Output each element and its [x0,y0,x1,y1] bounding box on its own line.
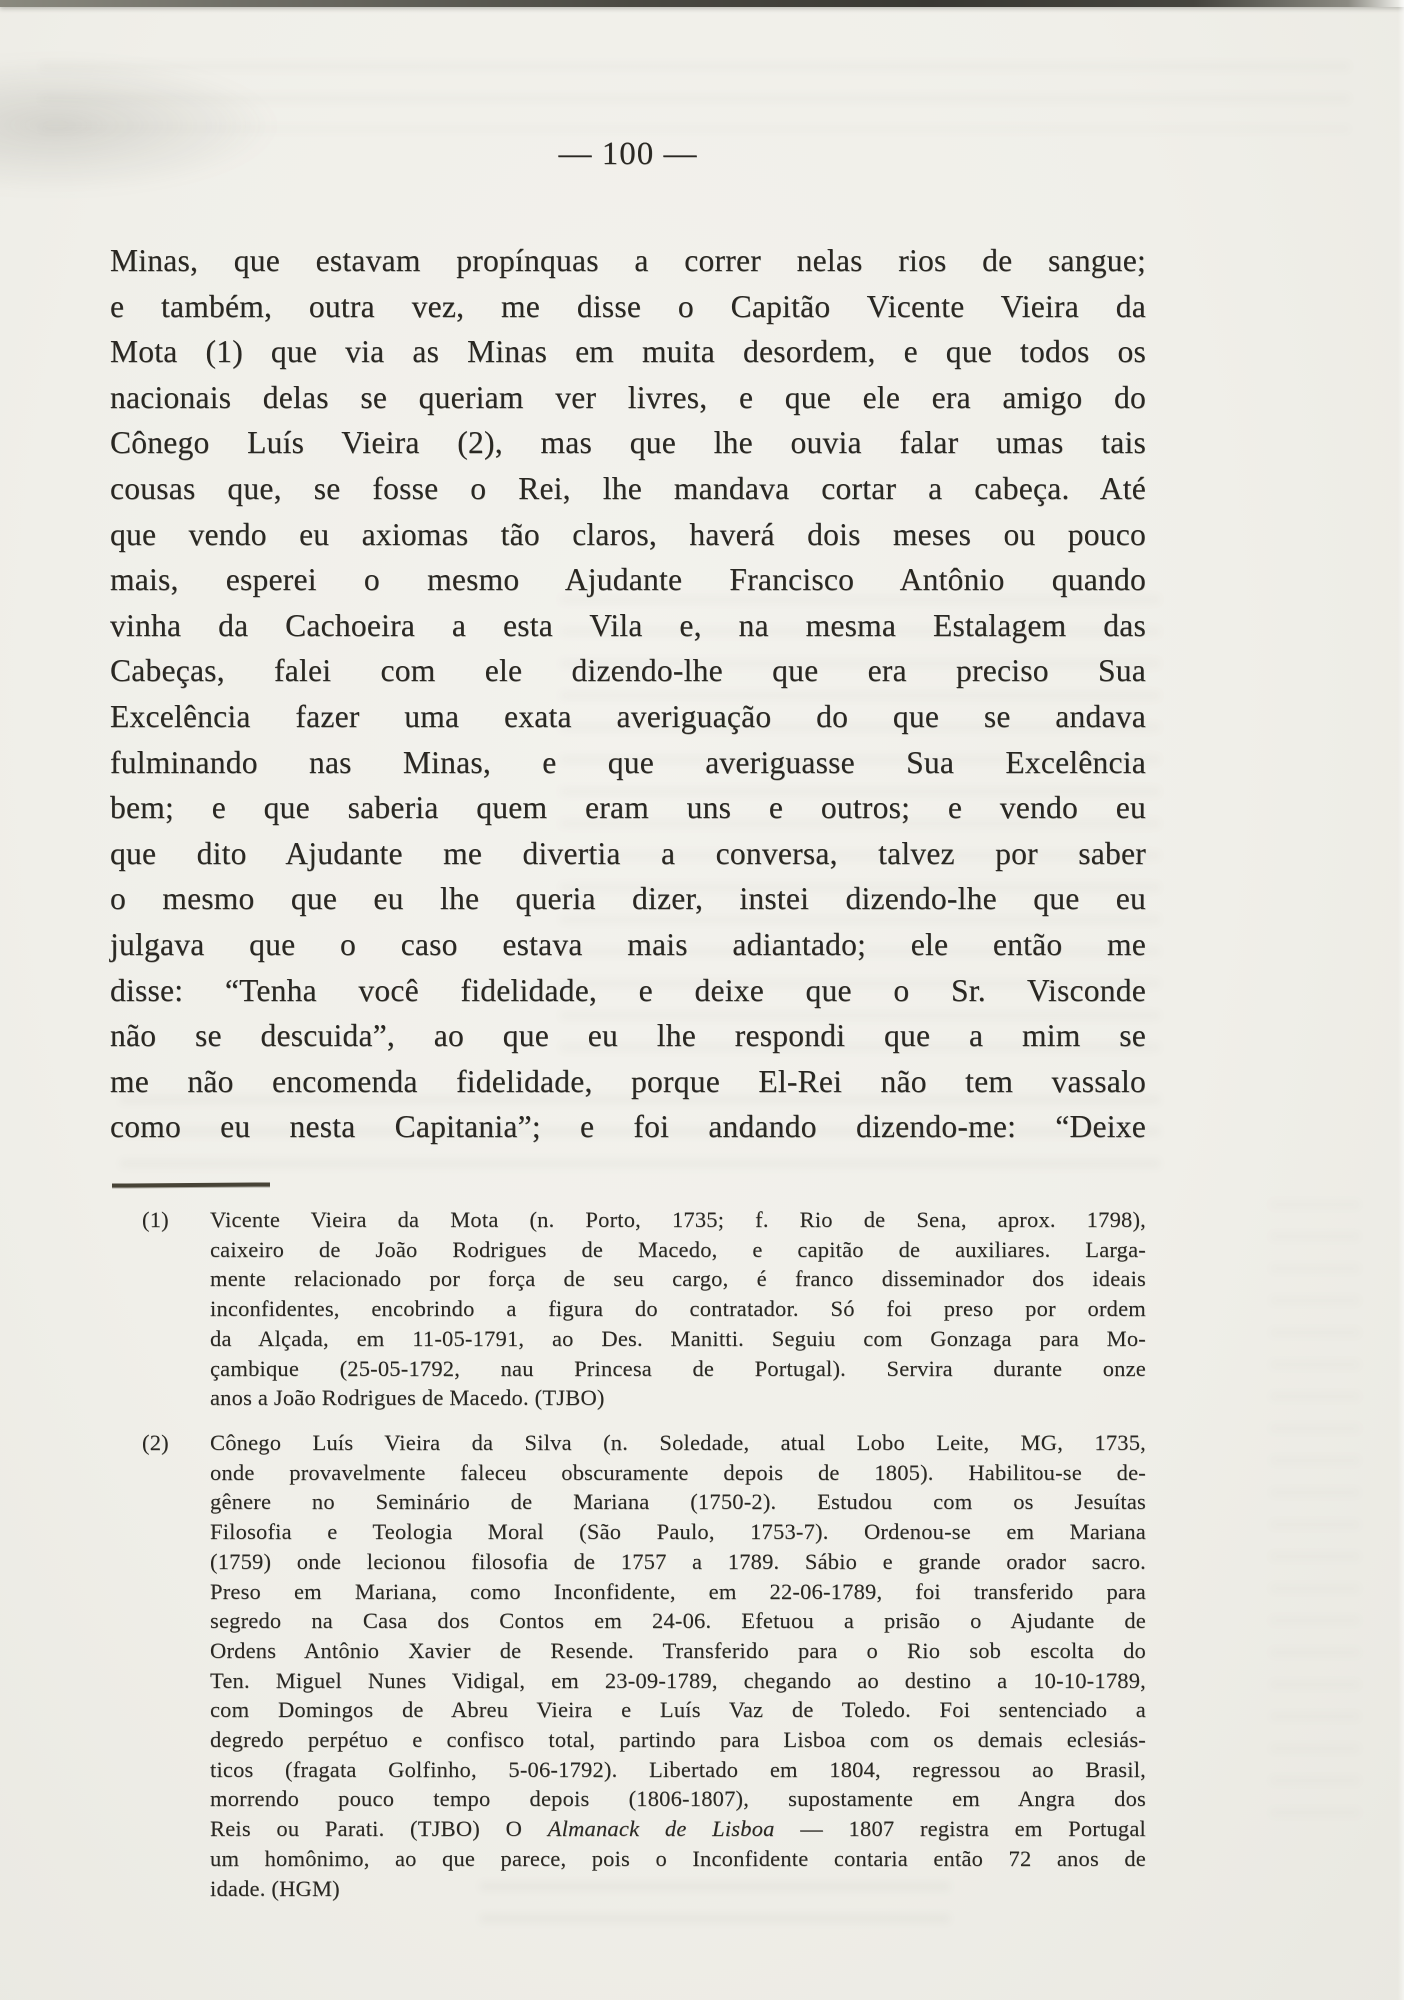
text-line: vinha da Cachoeira a esta Vila e, na mesma Estalagem das [110,607,1146,643]
footnote-line: Reis ou Parati. (TJBO) O Almanack de Lisboa — 1807 registra em Portugal [210,1816,1146,1842]
text-line: disse: “Tenha você fidelidade, e deixe que o Sr. Visconde [110,972,1146,1008]
footnote-line: Preso em Mariana, como Inconfidente, em 22-06-1789, foi transferido para [210,1578,1146,1604]
footnote-line: anos a João Rodrigues de Macedo. (TJBO) [210,1385,605,1411]
scan-top-edge-shadow [0,0,1404,7]
text-line: Minas, que estavam propínquas a correr nelas rios de sangue; [110,243,1146,278]
text-line: julgava que o caso estava mais adiantado; ele então me [110,926,1146,962]
text-line: fulminando nas Minas, e que averiguasse Sua Excelência [110,744,1146,780]
footnote-line: da Alçada, em 11-05-1791, ao Des. Manitti. Seguiu com Gonzaga para Mo- [210,1325,1146,1351]
text-line: Excelência fazer uma exata averiguação do que se andava [110,698,1146,734]
bleed-through-ghost [40,62,1350,132]
footnote-line: çambique (25-05-1792, nau Princesa de Portugal). Servira durante onze [210,1355,1146,1381]
footnote-line: um homônimo, ao que parece, pois o Inconfidente contaria então 72 anos de [210,1845,1146,1871]
text-line: e também, outra vez, me disse o Capitão Vicente Vieira da [110,288,1146,324]
footnote-line: inconfidentes, encobrindo a figura do contratador. Só foi preso por ordem [210,1296,1146,1322]
text-line: nacionais delas se queriam ver livres, e que ele era amigo do [110,379,1146,415]
text-line: me não encomenda fidelidade, porque El-Rei não tem vassalo [110,1063,1146,1099]
footnote-1 [142,1205,1146,1413]
footnote-line: ticos (fragata Golfinho, 5-06-1792). Libertado em 1804, regressou ao Brasil, [210,1756,1146,1782]
footnote-line: Filosofia e Teologia Moral (São Paulo, 1753-7). Ordenou-se em Mariana [210,1519,1146,1545]
text-line: que vendo eu axiomas tão claros, haverá dois meses ou pouco [110,516,1146,552]
footnote-line: (1) Vicente Vieira da Mota (n. Porto, 1735; f. Rio de Sena, aprox. 1798), [142,1205,1146,1235]
footnote-separator [112,1182,270,1187]
text-line: não se descuida”, ao que eu lhe respondi que a mim se [110,1018,1146,1054]
footnote-line: idade. (HGM) [210,1875,340,1901]
page-number-header: — 100 — [558,136,698,172]
footnote-line: (2) Cônego Luís Vieira da Silva (n. Soledade, atual Lobo Leite, MG, 1735, [142,1428,1146,1458]
text-line: Cabeças, falei com ele dizendo-lhe que era preciso Sua [110,653,1146,689]
text-line: cousas que, se fosse o Rei, lhe mandava cortar a cabeça. Até [110,470,1146,506]
text-line: o mesmo que eu lhe queria dizer, instei dizendo-lhe que eu [110,881,1146,917]
text-line: mais, esperei o mesmo Ajudante Francisco Antônio quando [110,562,1146,598]
footnote-line: mente relacionado por força de seu cargo, é franco disseminador dos ideais [210,1266,1146,1292]
scan-smudge [0,55,280,195]
footnote-line: Ten. Miguel Nunes Vidigal, em 23-09-1789, chegando ao destino a 10-10-1789, [210,1667,1146,1693]
footnote-line: Ordens Antônio Xavier de Resende. Transferido para o Rio sob escolta do [210,1637,1146,1663]
footnote-2 [142,1428,1146,1903]
footnote-line: gênere no Seminário de Mariana (1750-2). Estudou com os Jesuítas [210,1489,1146,1515]
footnote-marker: (1) [142,1207,169,1232]
footnote-line: morrendo pouco tempo depois (1806-1807), supostamente em Angra dos [210,1786,1146,1812]
text-line: bem; e que saberia quem eram uns e outros; e vendo eu [110,790,1146,826]
footnote-line: (1759) onde lecionou filosofia de 1757 a 1789. Sábio e grande orador sacro. [210,1548,1146,1574]
text-line: que dito Ajudante me divertia a conversa, talvez por saber [110,835,1146,871]
text-line: Mota (1) que via as Minas em muita desordem, e que todos os [110,334,1146,370]
footnote-line: segredo na Casa dos Contos em 24-06. Efetuou a prisão o Ajudante de [210,1608,1146,1634]
text-line: como eu nesta Capitania”; e foi andando dizendo-me: “Deixe [110,1109,1146,1145]
footnote-line: com Domingos de Abreu Vieira e Luís Vaz de Toledo. Foi sentenciado a [210,1697,1146,1723]
footnote-marker: (2) [142,1430,169,1455]
body-paragraph [110,238,1146,1150]
bleed-through-ghost [1270,1200,1360,1820]
footnote-line: onde provavelmente faleceu obscuramente depois de 1805). Habilitou-se de- [210,1459,1146,1485]
text-line: Cônego Luís Vieira (2), mas que lhe ouvia falar umas tais [110,425,1146,461]
scan-right-edge [1398,0,1404,2000]
footnote-line: degredo perpétuo e confisco total, partindo para Lisboa com os demais eclesiás- [210,1727,1146,1753]
footnote-line: caixeiro de João Rodrigues de Macedo, e capitão de auxiliares. Larga- [210,1236,1146,1262]
